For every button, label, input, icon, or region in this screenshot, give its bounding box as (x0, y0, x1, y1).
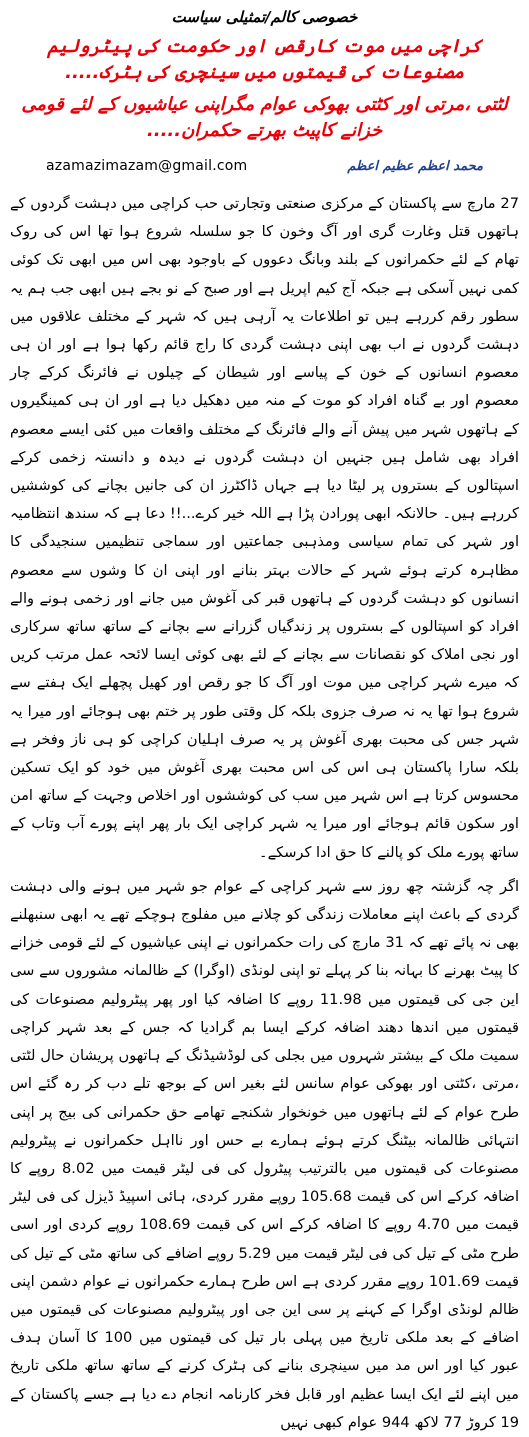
author-name: محمد اعظم عظیم اعظم (347, 158, 483, 174)
author-email[interactable]: azamazimazam@gmail.com (46, 158, 248, 174)
article-paragraph: اگر چہ گزشتہ چھ روز سے شہر کراچی کے عوام جو شہر میں ہونے والی دہشت گردی کے باعث اپنے معاملات زندگی کو چلانے میں مفلوج ہوچکے تھے یہ ابھی سنبھلنے بھی نہ پائے تھے کہ 31 مارچ کی رات حکمرانوں نے اپنی عیاشیوں کے لئے قومی خزانے کا پیٹ بھرنے کا بہانہ بنا کر پہلے تو اپنی لونڈی (اوگرا) کے ظالمانہ مشوروں سے سی این جی کی قیمتوں میں 11.98 روپے کا اضافہ کیا اور پھر پیٹرولیم مصنوعات کی قیمتوں میں اندھا دھند اضافہ کرکے ایسا بم گرادیا کہ جس کے بعد شہر کراچی سمیت ملک کے بیشتر شہروں میں بجلی کی لوڈشیڈنگ کے ہاتھوں پریشان حال لٹتی ،مرتی ،کٹتی اور بھوکی عوام سانس لئے بغیر اس کے بوجھ تلے دب کر رہ گئے اس طرح عوام کے لئے ہاتھوں میں خونخوار شکنجے تھامے حق حکمرانی کی بیج پر اپنی انتہائی ظالمانہ بیٹنگ کرتے ہوئے ہمارے بے حس اور نااہل حکمرانوں نے پیٹرولیم مصنوعات کی قیمتوں میں بالترتیب پیٹرول کی فی لیٹر قیمت میں 8.02 روپے کا اضافہ کرکے اس کی قیمت 105.68 روپے مقرر کردی، ہائی اسپیڈ ڈیزل کی فی لیٹر قیمت میں 4.70 روپے کا اضافہ کرکے اس کی قیمت 108.69 روپے کردی اور اسی طرح مٹی کے تیل کی فی لیٹر قیمت میں 5.29 روپے اضافے کی ساتھ مٹی کے تیل کی قیمت 101.69 روپے مقرر کردی ہے اس طرح ہمارے حکمرانوں نے عوام دشمن اپنی ظالم لونڈی اوگرا کے کہنے پر سی این جی اور پیٹرولیم مصنوعات کی قیمتوں میں اضافے کے بعد ملکی تاریخ میں پہلی بار تیل کی قیمتوں میں 100 کا آسان ہدف عبور کیا اور اس مد میں سینچری بنانے کی ہٹرک کرنے کے ساتھ ساتھ ملکی تاریخ میں اپنے لئے ایک ایسا عظیم اور قابل فخر کارنامہ انجام دے دیا ہے جسے پاکستان کے 19 کروڑ 77 لاکھ 944 عوام کبھی نہیں (10, 877, 520, 1431)
article-paragraph: 27 مارچ سے پاکستان کے مرکزی صنعتی وتجارتی حب کراچی میں دہشت گردوں کے ہاتھوں قتل وغارت گری اور آگ وخون کا جو سلسلہ شروع ہوا تھا اس کی روک تھام کے لئے حکمرانوں کے بلند وبانگ دعووں کے باوجود بھی اس میں ابھی تک کوئی کمی نہیں آسکی ہے جبکہ آج کیم اپریل ہے اور صبح کے نو بجے ہیں ابھی جب ہم یہ سطور رقم کررہے ہیں تو اطلاعات یہ آرہی ہیں کہ شہر کے مختلف علاقوں میں دہشت گردوں نے اب بھی اپنی دہشت گردی کا راج قائم رکھا ہوا ہے اور ان ہی معصوم انسانوں کے خون کے پیاسے اور شیطان کے چیلوں نے فائرنگ کرکے چار معصوم اور بے گناہ افراد کو موت کے منہ میں دھکیل دیا ہے اور ان ہی کمینگیروں کے ہاتھوں شہر میں پیش آنے والے فائرنگ کے مختلف واقعات میں کئی ایسے معصوم افراد بھی شامل ہیں جنہیں ان دہشت گردوں نے دیدہ و دانستہ زخمی کرکے اسپتالوں کے بستروں پر لیٹا دیا ہے جہاں ڈاکٹرز ان کی جانیں بچانے کی کوششیں کررہے ہیں۔ حالانکہ ابھی پورادن پڑا ہے اللہ خیر کرے...!! دعا ہے کہ سندھ انتظامیہ اور شہر کی تمام سیاسی ومذہبی جماعتیں اور سماجی تنظیمیں سنجیدگی کا مظاہرہ کرتے ہوئے شہر کے حالات بہتر بنانے اور اپنی ان کا وشوں سے معصوم انسانوں کو دہشت گردوں کے ہاتھوں قبر کی آغوش میں جانے اور زخمی ہونے والے افراد کو اسپتالوں کے بستروں پر زندگیاں گزرانے سے بچانے کے ساتھ ساتھ سرکاری اور نجی املاک کو نقصانات سے بچانے کے لئے بھی کوئی ایسا لائحہ عمل مرتب کریں کہ میرے شہر کراچی میں موت اور آگ کا جو رقص اور کھیل پچھلے ایک ہفتے سے شروع ہوا تھا یہ نہ صرف جزوی بلکہ کل وقتی طور پر ختم بھی ہوجائے اور میرا یہ شہر جس کی محبت بھری آغوش پر یہ صرف اہلیان کراچی کو ہی ناز وفخر ہے بلکہ سارا پاکستان ہی اس کی اس محبت بھری آغوش میں خود کو ایک تسکین محسوس کرتا ہے اس شہر میں سب کی کوششوں اور اخلاص وجہت کے ساتھ امن اور سکون قائم ہوجائے اور میرا یہ شہر کراچی ایک بار پھر اپنے پورے آب وتاب کے ساتھ پورے ملک کو پالنے کا حق ادا کرسکے۔ (10, 195, 519, 861)
headline-primary: کراچی میں موت کارقص اور حکومت کی پیٹرولیم مصنوعات کی قیمتوں میں سینچری کی ہٹرک..... (47, 36, 482, 83)
article-body (10, 190, 519, 1437)
headline-secondary: لٹتی ،مرتی اور کٹتی بھوکی عوام مگراپنی عیاشیوں کے لئے قومی خزانے کاپیٹ بھرتے حکمران..... (21, 94, 508, 141)
byline (10, 154, 519, 178)
column-kicker: خصوصی کالم/تمثیلی سیاست (171, 8, 358, 26)
